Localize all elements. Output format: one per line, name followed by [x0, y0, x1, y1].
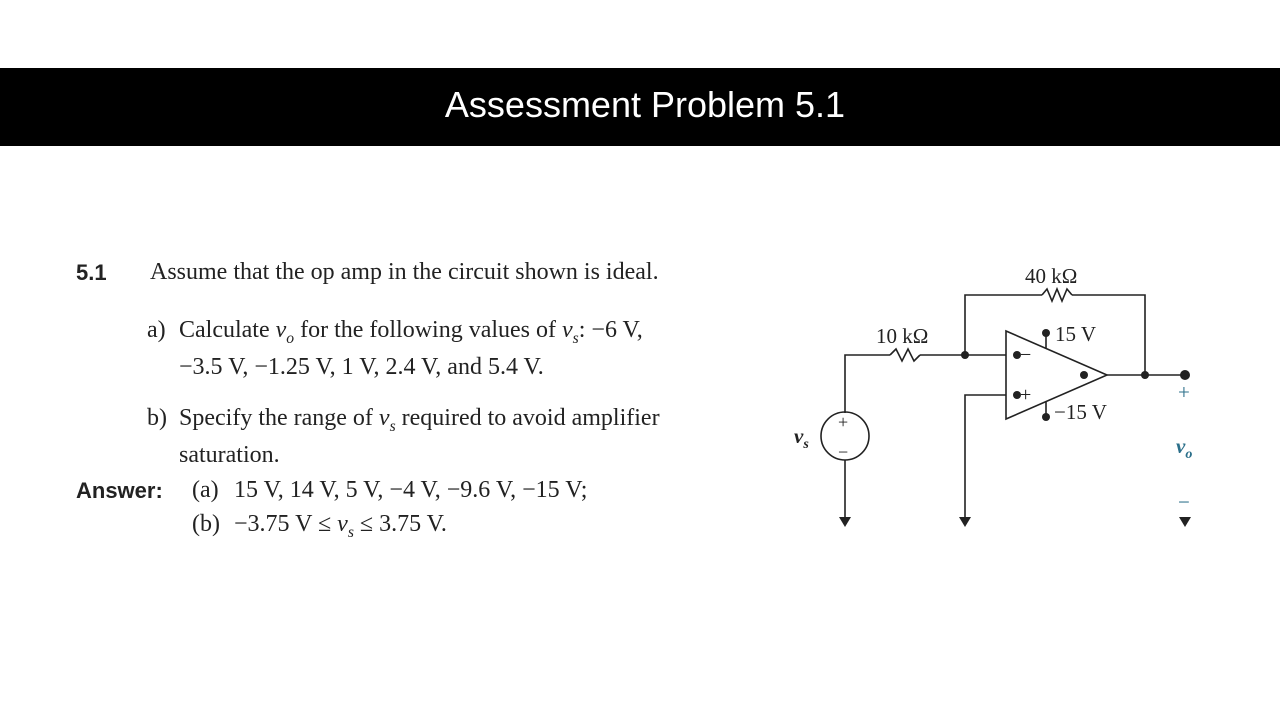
label-40k: 40 kΩ [1025, 264, 1078, 288]
label-source-minus: − [838, 442, 849, 462]
terminal-output [1180, 370, 1190, 380]
slide-title: Assessment Problem 5.1 [444, 84, 846, 125]
label-noninverting-sign: + [1020, 384, 1032, 406]
circuit-diagram [780, 255, 1220, 545]
part-a-text: Calculate $v_o$ for the following values of $v_s$: −6 V, −3.5 V, −1.25 V, 1 V, 2.4 V, and 5.4 V. [179, 317, 643, 380]
label-inverting-sign: − [1020, 344, 1032, 366]
part-a-label: a) [147, 317, 166, 343]
ground-arrow-output [1179, 517, 1191, 527]
answer-b-text: −3.75 $V \le v_s \le 3.75$ V. [234, 511, 447, 541]
wire-noninverting-ground [965, 395, 1006, 521]
node-output-junction [1141, 371, 1149, 379]
part-b-label: b) [147, 405, 167, 431]
label-output-minus: − [1178, 490, 1190, 514]
answer-label: Answer: [76, 478, 163, 503]
label-10k: 10 kΩ [876, 324, 929, 348]
resistor-10k [890, 349, 920, 361]
answer-a-label: (a) [192, 477, 219, 503]
wire-input [845, 355, 890, 413]
label-source-plus: + [838, 412, 849, 432]
node-supply-pos [1042, 329, 1050, 337]
ground-arrow-opamp [959, 517, 971, 527]
label-vpos: 15 V [1055, 322, 1097, 346]
problem-number: 5.1 [76, 260, 107, 285]
label-vs: $v_s$ [794, 424, 809, 452]
ground-arrow-source [839, 517, 851, 527]
label-vo: $v_o$ [1176, 434, 1193, 462]
node-supply-neg [1042, 413, 1050, 421]
label-output-plus: + [1178, 380, 1190, 404]
label-vneg: −15 V [1054, 400, 1107, 424]
resistor-40k [1042, 289, 1072, 301]
answer-b-label: (b) [192, 511, 220, 537]
node-junction [961, 351, 969, 359]
answer-a-text: 15 V, 14 V, 5 V, −4 V, −9.6 V, −15 V; [234, 477, 588, 503]
title-bar [0, 68, 1280, 146]
problem-statement: Assume that the op amp in the circuit shown is ideal. [150, 259, 659, 285]
part-b-text: Specify the range of $v_s$ required to avoid amplifier saturation. [179, 405, 660, 468]
node-opamp-out [1080, 371, 1088, 379]
